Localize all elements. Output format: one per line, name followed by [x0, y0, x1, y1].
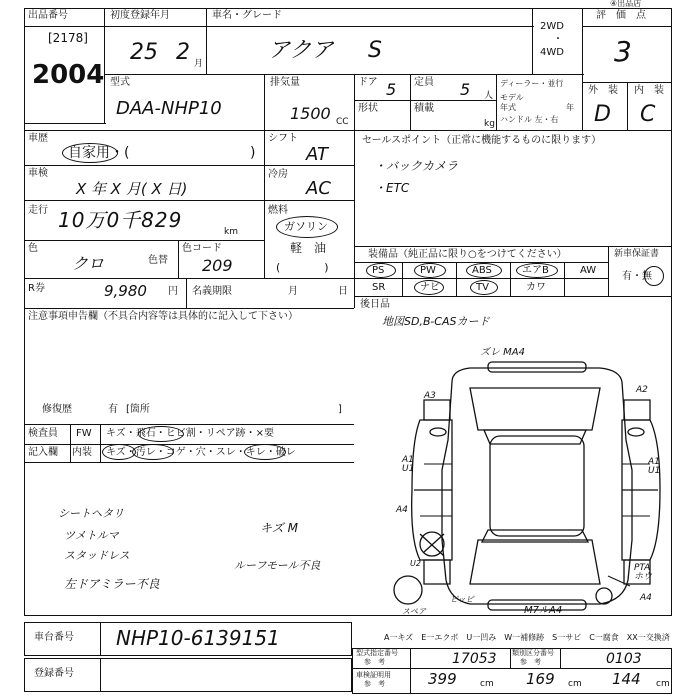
displacement-label: 排気量: [270, 77, 300, 88]
fuel-paren: ( ): [276, 261, 329, 274]
shift-value: AT: [306, 144, 328, 165]
aftermarket-value: 地図SD,B-CASカード: [382, 315, 490, 328]
inspector-row2: キズ・汚レ・コゲ・穴・スレ・キレ・破レ: [106, 447, 296, 458]
load-unit: kg: [484, 119, 495, 129]
length-unit: cm: [480, 679, 494, 689]
diagram-note-a4-right: A4: [640, 593, 652, 603]
equip-tv: TV: [476, 282, 489, 293]
ac-value: AC: [306, 178, 331, 199]
selling-item-2: ・ETC: [374, 181, 410, 195]
type-spec-label: 型式指定番号: [356, 649, 398, 657]
model-year-unit: 年: [566, 103, 574, 112]
height-unit: cm: [656, 679, 670, 689]
capacity-label: 定員: [414, 77, 434, 88]
class-sub: 参 考: [520, 658, 541, 666]
equip-navi: ナビ: [420, 282, 440, 293]
name-label: 車名・グレード: [212, 10, 282, 21]
equip-airbag: エアB: [522, 265, 549, 276]
diagram-note-a3: A3: [424, 391, 436, 401]
fuel-alt: 軽 油: [290, 241, 327, 255]
diagram-note-u2: U2: [410, 559, 421, 568]
grade-score: 3: [614, 35, 632, 68]
interior-label: 内 装: [634, 85, 664, 96]
diagram-note-bottom: M7ルA4: [524, 605, 563, 616]
displacement-unit: CC: [336, 117, 349, 127]
car-grade: S: [368, 38, 382, 63]
equip-leather: カワ: [526, 282, 546, 293]
note-tsume: ツメトルマ: [64, 529, 119, 542]
interior-grade: C: [640, 102, 656, 127]
inspector-label-2: 記入欄: [28, 447, 58, 458]
width-value: 169: [526, 670, 555, 688]
first-reg-month-unit: 月: [194, 59, 204, 69]
repair-location: [箇所: [126, 404, 150, 415]
mileage-unit: km: [224, 227, 238, 237]
equip-abs: ABS: [472, 265, 492, 276]
equip-sr: SR: [372, 282, 386, 293]
damage-legend: A一キズ E一エクボ U一凹み W一補修跡 S一サビ C一腐食 XX一交換済: [384, 633, 670, 642]
class-label: 類別区分番号: [512, 649, 554, 657]
color-value: クロ: [72, 254, 105, 273]
ac-label: 冷房: [268, 169, 288, 180]
inspection-value: X 年 X 月( X 日): [76, 180, 188, 198]
history-label: 車歴: [28, 133, 48, 144]
chassis-value: NHP10-6139151: [116, 626, 280, 650]
cert-label: 車検証明用: [356, 671, 391, 679]
diagram-note-tool: ピッピ: [450, 595, 474, 604]
diagram-note-spare: スペア: [402, 607, 426, 616]
doors-label: ドア: [358, 77, 378, 88]
load-label: 積載: [414, 103, 434, 114]
note-seat: シートヘタリ: [58, 507, 124, 520]
recycle-unit: 円: [168, 286, 178, 297]
note-scratch: キズ M: [260, 521, 298, 535]
repair-label: 修復歴: [42, 404, 72, 415]
mileage-label: 走行: [28, 205, 48, 216]
inspector-label-1: 検査員: [28, 428, 58, 439]
cert-sub: 参 考: [364, 680, 385, 688]
name-limit-label: 名義期限: [192, 286, 232, 297]
diagram-note-a2: A2: [636, 385, 648, 395]
handle-label: ハンドル 左・右: [500, 115, 559, 124]
first-reg-year: 25: [130, 40, 158, 65]
reg-label: 登録番号: [34, 668, 74, 679]
diagram-note-a1-right: A1 U1: [648, 457, 661, 476]
warranty-value: 有・無: [622, 271, 652, 282]
day-unit: 日: [338, 286, 348, 297]
inspector-row1: キズ・飛石・ヒビ割・リペア跡・×要: [106, 428, 274, 439]
history-close: ): [250, 145, 256, 161]
inspector-fw: FW: [76, 428, 92, 439]
width-unit: cm: [568, 679, 582, 689]
height-value: 144: [612, 670, 641, 688]
exterior-grade: D: [594, 102, 611, 127]
drive-4wd: 4WD: [540, 47, 564, 58]
recycle-label: R券: [28, 283, 45, 294]
model-label: 型式: [110, 77, 130, 88]
capacity-value: 5: [460, 80, 471, 99]
chassis-label: 車台番号: [34, 632, 74, 643]
type-spec-value: 17053: [452, 651, 497, 667]
equip-ps: PS: [372, 265, 385, 276]
shift-label: シフト: [268, 133, 298, 144]
shape-label: 形状: [358, 103, 378, 114]
drive-dot: ・: [553, 34, 563, 45]
repair-value: 有: [108, 404, 118, 415]
displacement-value: 1500: [290, 104, 331, 123]
equipment-title: 装備品（純正品に限り○をつけてください）: [368, 249, 567, 260]
repair-close: ]: [338, 404, 342, 415]
fuel-value: ガソリン: [284, 220, 328, 233]
first-reg-month: 2: [176, 40, 190, 65]
color-code-value: 209: [202, 256, 233, 275]
history-value: 自家用・(: [68, 145, 130, 161]
equip-pw: PW: [420, 265, 436, 276]
dealer-label: ディーラー・並行: [500, 79, 564, 88]
notes-title: 注意事項申告欄（不具合内容等は具体的に記入して下さい）: [28, 311, 298, 322]
note-studless: スタッドレス: [64, 549, 130, 562]
color-label: 色: [28, 243, 38, 254]
recycle-value: 9,980: [104, 282, 147, 300]
note-roof: ルーフモール不良: [234, 559, 321, 572]
note-mirror: 左ドアミラー不良: [64, 577, 160, 591]
car-name: アクア: [268, 38, 334, 63]
exterior-label: 外 装: [588, 85, 618, 96]
diagram-note-top: ズレ MA4: [480, 347, 526, 358]
diagram-note-a4-left: A4: [396, 505, 408, 515]
warranty-label: 新車保証書: [614, 249, 660, 259]
repaint-label: 色替: [148, 255, 168, 266]
month-unit: 月: [288, 286, 298, 297]
grade-label: 評 価 点: [596, 10, 646, 21]
color-code-label: 色コード: [182, 243, 222, 254]
inspection-label: 車検: [28, 168, 48, 179]
first-reg-label: 初度登録年月: [110, 10, 170, 21]
class-value: 0103: [606, 651, 642, 667]
aftermarket-label: 後日品: [360, 299, 390, 310]
lot-bracket: [2178]: [48, 31, 88, 45]
mileage-value: 10万0千829: [58, 208, 183, 232]
length-value: 399: [428, 670, 457, 688]
diagram-note-pt: PTA ホウ: [634, 563, 653, 582]
inspector-interior: 内装: [72, 447, 92, 458]
selling-item-1: ・バックカメラ: [374, 159, 459, 173]
lot-label: 出品番号: [28, 10, 68, 21]
equip-aw: AW: [580, 265, 597, 276]
diagram-note-u1-left: A1 U1: [402, 455, 415, 474]
type-spec-sub: 参 考: [364, 658, 385, 666]
model-value: DAA-NHP10: [116, 98, 222, 119]
model-year-label-1: モデル: [500, 93, 524, 102]
capacity-unit: 人: [484, 91, 494, 101]
fuel-label: 燃料: [268, 205, 288, 216]
model-year-label-2: 年式: [500, 103, 516, 112]
lot-number: 2004: [32, 60, 105, 90]
top-right-text: ④出品店: [610, 0, 642, 8]
selling-title: セールスポイント（正常に機能するものに限ります）: [362, 135, 602, 146]
doors-value: 5: [386, 80, 397, 99]
drive-2wd: 2WD: [540, 21, 564, 32]
